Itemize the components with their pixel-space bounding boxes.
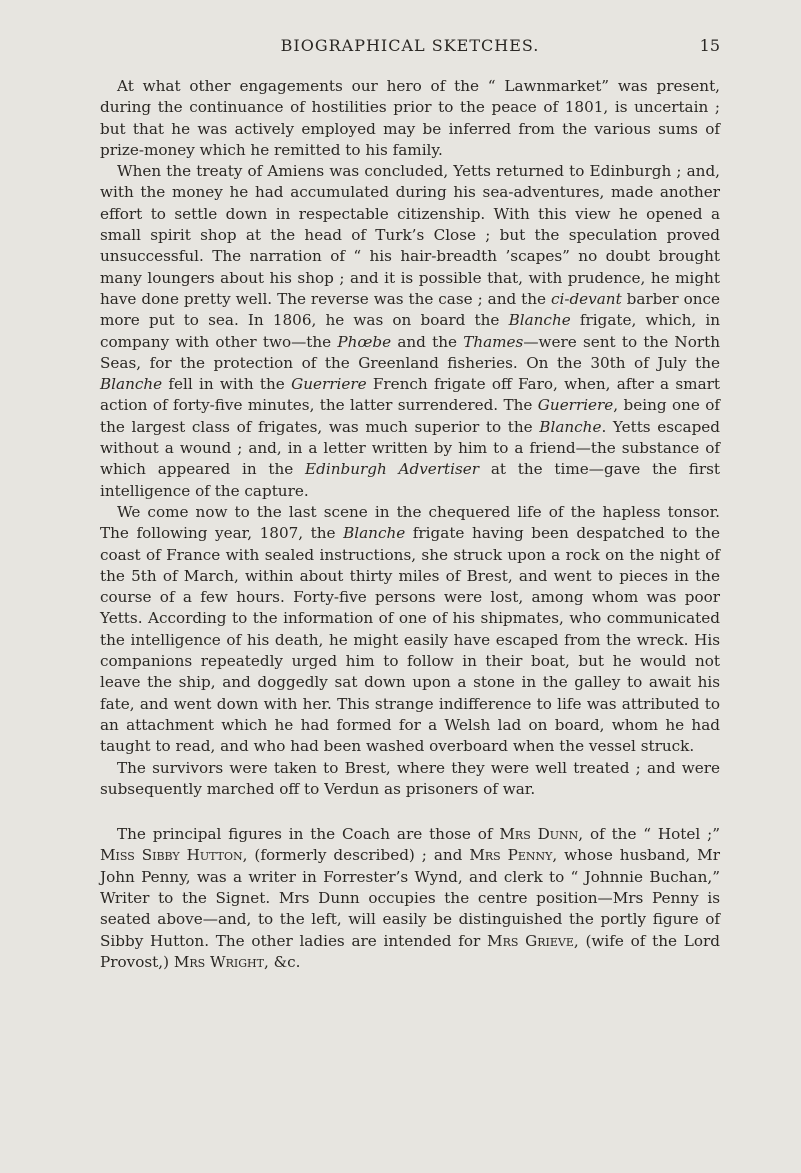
italic-text: Edinburgh Advertiser [305, 460, 480, 479]
small-caps-name: Mrs Dunn [499, 825, 579, 844]
italic-text: Thames [463, 332, 524, 351]
text-segment: , whose husband, Mr John Penny, was a writer in Forrester’s Wynd, and clerk to “ Johnnie Buchan,” Writer to the Signet. Mrs Dunn occupies the centre position—Mrs Penny is seated above—and, to the left, will easily be distinguished the portly figure of Sibby Hutton. The other ladies are intended for [100, 846, 720, 950]
italic-text: Guerriere [291, 375, 367, 394]
text-segment: fell in with the [162, 375, 292, 394]
text-segment: , (formerly described) ; and [242, 846, 470, 865]
small-caps-name: Mrs Grieve [487, 931, 574, 950]
text-segment: , (wife of the Lord Provost,) [100, 931, 720, 971]
italic-text: Blanche [343, 524, 406, 543]
italic-text: Blanche [100, 375, 163, 394]
page-number: 15 [699, 36, 720, 55]
text-segment: . Yetts escaped without a wound ; and, in a letter written by him to a friend—the substance of which appeared in the [100, 417, 721, 479]
text-segment: barber once more put to sea. In 1806, he was on board the [100, 289, 720, 330]
paragraph [100, 76, 720, 161]
text-segment: French frigate off Faro, when, after a smart action of forty-five minutes, the latter surrendered. The [100, 375, 720, 415]
italic-text: Blanche [539, 417, 602, 436]
small-caps-name: Miss Sibby Hutton [100, 846, 243, 865]
text-segment: , being one of the largest class of frigates, was much superior to the [100, 396, 720, 436]
running-head [100, 36, 720, 60]
text-segment: —were sent to the North Seas, for the protection of the Greenland fisheries. On the 30th of July the [100, 332, 720, 372]
text-segment: frigate having been despatched to the coast of France with sealed instructions, she struck upon a rock on the night of the 5th of March, within about thirty miles of Brest, and went to pieces in the course of a few hours. Forty-five persons were lost, among whom was poor Yetts. According to the information of one of his shipmates, who communicated the intelligence of his death, he might easily have escaped from the wreck. His companions repeatedly urged him to follow in their boat, but he would not leave the ship, and doggedly sat down upon a stone in the galley to await his fate, and went down with her. This strange indifference to life was attributed to an attachment which he had formed for a Welsh lad on board, whom he had taught to read, and who had been washed overboard when the vessel struck. [100, 524, 720, 756]
running-title: BIOGRAPHICAL SKETCHES. [280, 36, 540, 55]
italic-text: Blanche [508, 311, 571, 330]
paragraph [100, 502, 720, 758]
paragraph [100, 824, 720, 973]
text-segment: , of the “ Hotel ;” [578, 825, 720, 844]
text-segment: When the treaty of Amiens was concluded, Yetts returned to Edinburgh ; and, with the money he had accumulated during his sea-adventures, made another effort to settle down in respectable citizenship. With this view he opened a small spirit shop at the head of Turk’s Close ; but the speculation proved unsuccessful. The narration of “ his hair-breadth ’scapes” no doubt brought many loungers about his shop ; and it is possible that, with prudence, he might have done pretty well. The reverse was the case ; and the [100, 162, 720, 308]
small-caps-name: Mrs Penny [469, 846, 553, 865]
text-segment: At what other engagements our hero of the “ Lawnmarket” was present, during the continuance of hostilities prior to the peace of 1801, is uncertain ; but that he was actively employed may be inferred from the various sums of prize-money which he remitted to his family. [100, 77, 720, 159]
text-segment: and the [391, 332, 464, 351]
italic-text: ci-devant [550, 289, 622, 308]
text-segment: We come now to the last scene in the chequered life of the hapless tonsor. The following year, 1807, the [100, 502, 720, 543]
paragraph [100, 758, 720, 801]
text-segment: The survivors were taken to Brest, where they were well treated ; and were subsequently marched off to Verdun as prisoners of war. [100, 758, 720, 798]
text-segment: frigate, which, in company with other two—the [100, 311, 721, 351]
body-text [100, 76, 720, 973]
section-break [100, 800, 720, 824]
text-segment: The principal figures in the Coach are those of [117, 825, 500, 844]
text-segment: at the time—gave the first intelligence of the capture. [100, 460, 720, 500]
small-caps-name: Mrs Wright [173, 952, 264, 971]
italic-text: Phœbe [337, 332, 392, 351]
paragraph [100, 161, 720, 502]
text-segment: , &c. [263, 952, 301, 971]
italic-text: Guerriere [537, 396, 614, 415]
